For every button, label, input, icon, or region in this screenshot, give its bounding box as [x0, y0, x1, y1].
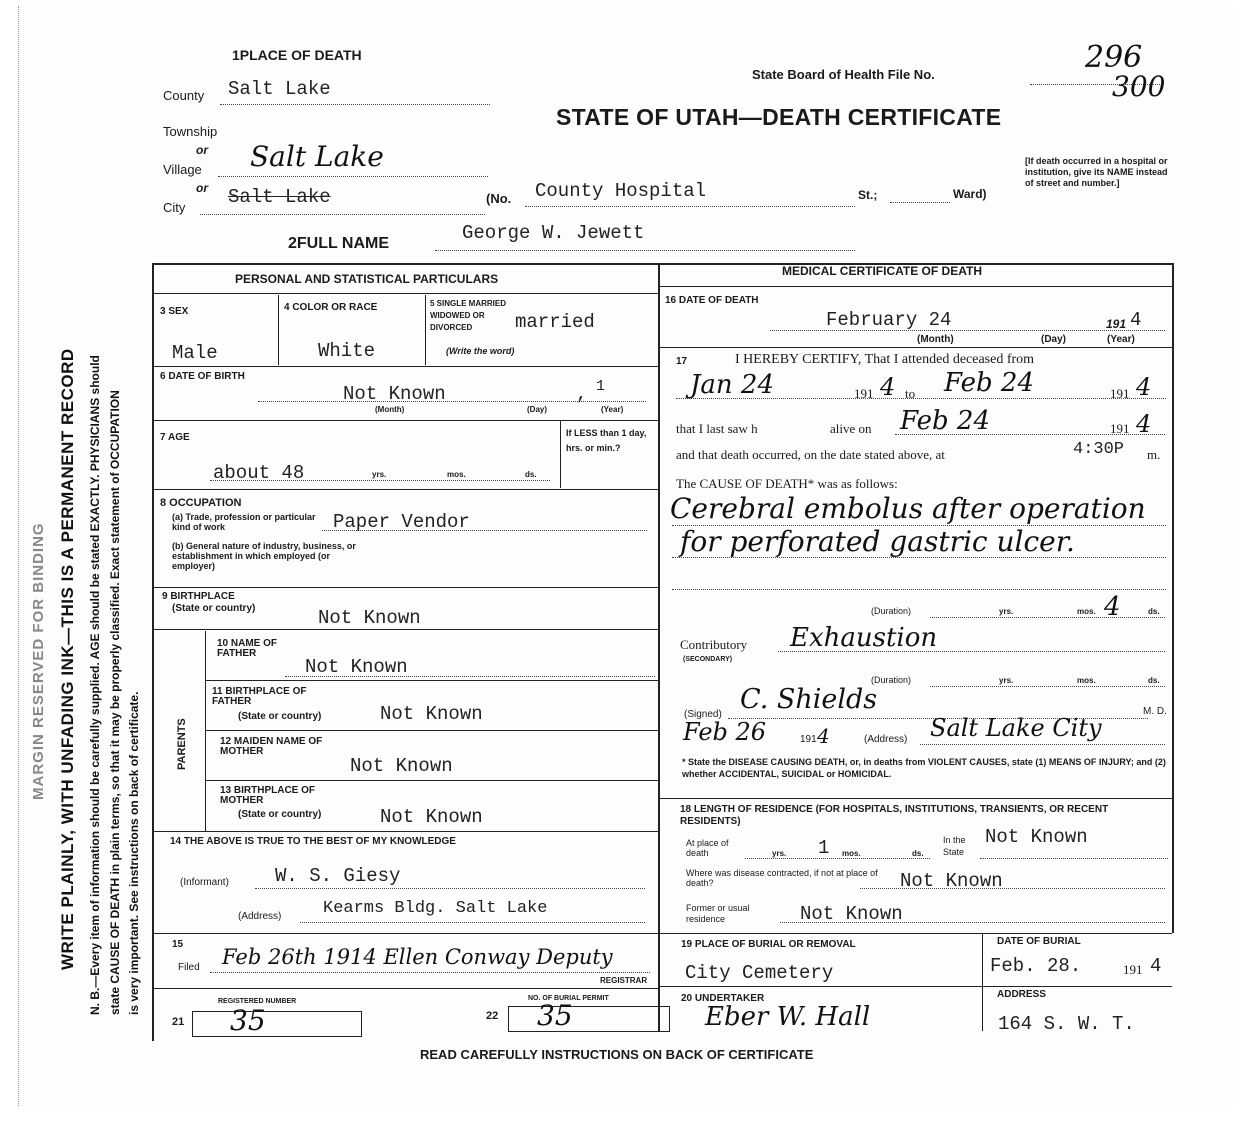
signed-date-value: Feb 26: [683, 718, 767, 746]
color-label: 4 COLOR OR RACE: [284, 302, 378, 313]
dod-day: (Day): [1041, 334, 1067, 345]
filed-label: Filed: [178, 962, 200, 973]
duration-yrs: yrs.: [999, 607, 1014, 616]
sex-label: 3 SEX: [160, 306, 189, 317]
dod-label: 16 DATE OF DEATH: [665, 295, 759, 306]
nb-instructions-1: N. B.—Every item of information should be carefully supplied. AGE should be stated EXACTLY. PHYSICIANS should: [88, 355, 102, 1015]
birthplace-sub: (State or country): [172, 603, 256, 614]
contracted-value: Not Known: [900, 870, 1003, 892]
secondary-label: (SECONDARY): [683, 656, 733, 663]
burial-date-label: DATE OF BURIAL: [997, 936, 1081, 947]
former-residence-value: Not Known: [800, 903, 903, 925]
file-no-value-2: 300: [1112, 70, 1166, 103]
age-value: about 48: [213, 462, 305, 484]
cause-line-1: Cerebral embolus after operation: [670, 492, 1146, 525]
from-year-value: 4: [880, 373, 896, 401]
certify-text: I HEREBY CERTIFY, That I attended deceased from: [735, 352, 1035, 367]
registered-number-box: [192, 1011, 362, 1037]
parents-label: PARENTS: [176, 718, 188, 770]
dod-value: February 24: [826, 309, 952, 331]
age-label: 7 AGE: [160, 432, 190, 443]
father-birthplace-label: 11 BIRTHPLACE OF FATHER: [212, 686, 307, 707]
or-label-2: or: [196, 181, 208, 195]
file-no-label: State Board of Health File No.: [752, 67, 935, 82]
occupation-b-label: (b) General nature of industry, business, or establishment in which employed (or employer): [172, 541, 356, 571]
duration-ds: ds.: [1148, 607, 1160, 616]
burial-date-value: Feb. 28.: [990, 955, 1082, 977]
death-time-value: 4:30P: [1073, 440, 1125, 459]
res-mos: mos.: [842, 849, 861, 858]
cause-footnote: * State the DISEASE CAUSING DEATH, or, in deaths from VIOLENT CAUSES, state (1) MEANS OF INJURY; and (2) whether ACCIDENTAL, SUICIDAL or HOMICIDAL.: [682, 757, 1166, 779]
burial-place-label: 19 PLACE OF BURIAL OR REMOVAL: [681, 939, 856, 950]
sign-yr-prefix: 191: [800, 734, 817, 745]
informant-address-value: Kearms Bldg. Salt Lake: [323, 899, 548, 918]
write-plainly-text: WRITE PLAINLY, WITH UNFADING INK—THIS IS A PERMANENT RECORD: [58, 348, 77, 970]
mother-bp-state-label: (State or country): [238, 809, 322, 820]
birthplace-label: 9 BIRTHPLACE: [162, 591, 235, 602]
occupation-a-label: (a) Trade, profession or particular kind of work: [172, 512, 316, 532]
informant-label: (Informant): [180, 877, 229, 888]
burial-place-value: City Cemetery: [685, 962, 834, 984]
or-label-1: or: [196, 143, 208, 157]
place-of-death-label: 1PLACE OF DEATH: [232, 47, 362, 63]
city-label: City: [163, 200, 186, 215]
marital-value: married: [515, 311, 595, 333]
burial-year-digit: 4: [1150, 955, 1162, 977]
full-name-label: 2FULL NAME: [288, 235, 390, 252]
res-yrs: yrs.: [772, 849, 787, 858]
last-saw-text: that I last saw h: [676, 421, 758, 436]
city-value: Salt Lake: [228, 186, 331, 208]
hospital-note: [If death occurred in a hospital or institution, give its NAME instead of street and number.]: [1025, 156, 1168, 188]
less-than-label: If LESS than 1 day, hrs. or min.?: [566, 428, 647, 453]
death-time-m: m.: [1147, 447, 1161, 462]
burial-permit-value: 35: [537, 999, 573, 1032]
burial-permit-label: NO. OF BURIAL PERMIT: [528, 995, 609, 1002]
duration2-mos: mos.: [1077, 676, 1096, 685]
mother-name-label: 12 MAIDEN NAME OF MOTHER: [220, 736, 323, 757]
informant-value: W. S. Giesy: [275, 865, 401, 887]
undertaker-address-label: ADDRESS: [997, 989, 1046, 1000]
mother-name-value: Not Known: [350, 755, 453, 777]
village-label: Village: [163, 162, 202, 177]
certificate-title: STATE OF UTAH—DEATH CERTIFICATE: [556, 104, 1002, 130]
duration-mos-value: 4: [1104, 592, 1121, 622]
dob-year-mark: 1: [596, 378, 606, 395]
reg-number-index: 21: [172, 1016, 185, 1028]
last-year-value: 4: [1136, 410, 1152, 438]
md-label: M. D.: [1143, 706, 1167, 717]
undertaker-label: 20 UNDERTAKER: [681, 993, 765, 1004]
in-state-label: In the State: [943, 835, 966, 857]
from-yr-prefix: 191: [854, 386, 874, 401]
dob-value: Not Known: [343, 383, 446, 405]
dod-month: (Month): [917, 334, 954, 345]
medical-heading: MEDICAL CERTIFICATE OF DEATH: [782, 264, 982, 278]
contributory-value: Exhaustion: [790, 623, 938, 653]
burial-permit-box: [508, 1006, 670, 1032]
cause-line-2: for perforated gastric ulcer.: [680, 525, 1075, 558]
death-occurred-text: and that death occurred, on the date stated above, at: [676, 447, 945, 462]
dod-year-prefix: 191: [1106, 317, 1127, 331]
alive-on-text: alive on: [830, 421, 872, 436]
age-ds: ds.: [525, 470, 537, 479]
registered-number-label: REGISTERED NUMBER: [218, 998, 297, 1005]
marital-label: 5 SINGLE MARRIED WIDOWED OR DIVORCED: [430, 299, 507, 332]
last-yr-prefix: 191: [1110, 421, 1130, 436]
sign-year-value: 4: [817, 724, 830, 748]
age-mos: mos.: [447, 470, 466, 479]
township-label: Township: [163, 124, 218, 139]
registered-number-value: 35: [230, 1004, 266, 1037]
marital-note: (Write the word): [446, 346, 515, 356]
mother-birthplace-value: Not Known: [380, 806, 483, 828]
margin-reserved-text: MARGIN RESERVED FOR BINDING: [30, 522, 47, 800]
full-name-value: George W. Jewett: [462, 222, 645, 244]
personal-heading: PERSONAL AND STATISTICAL PARTICULARS: [235, 272, 499, 286]
signed-value: C. Shields: [740, 684, 878, 715]
ward-label: Ward): [953, 187, 987, 201]
residence-mos-value: 1: [818, 837, 830, 859]
to-year-value: 4: [1136, 373, 1152, 401]
color-value: White: [318, 340, 376, 362]
burial-year-prefix: 191: [1123, 962, 1143, 977]
nb-instructions-3: is very important. See instructions on back of certificate.: [127, 691, 141, 1015]
dob-year: (Year): [601, 405, 624, 414]
dob-month: (Month): [375, 405, 405, 414]
contracted-label: Where was disease contracted, if not at place of death?: [686, 868, 878, 888]
mother-birthplace-label: 13 BIRTHPLACE OF MOTHER: [220, 785, 316, 806]
age-yrs: yrs.: [372, 470, 387, 479]
occupation-value: Paper Vendor: [333, 511, 470, 533]
to-yr-prefix: 191: [1110, 386, 1130, 401]
last-saw-value: Feb 24: [900, 406, 990, 436]
in-state-value: Not Known: [985, 826, 1088, 848]
residence-label: 18 LENGTH OF RESIDENCE (FOR HOSPITALS, INSTITUTIONS, TRANSIENTS, OR RECENT RESIDENTS): [680, 804, 1109, 827]
county-value: Salt Lake: [228, 78, 331, 100]
cause-label: The CAUSE OF DEATH* was as follows:: [676, 476, 898, 491]
sex-value: Male: [172, 342, 218, 364]
sign-address-label: (Address): [864, 734, 908, 745]
to-label: to: [905, 386, 916, 401]
duration-mos: mos.: [1077, 607, 1096, 616]
father-birthplace-value: Not Known: [380, 703, 483, 725]
true-statement-label: 14 THE ABOVE IS TRUE TO THE BEST OF MY KNOWLEDGE: [170, 836, 456, 847]
father-label: 10 NAME OF FATHER: [217, 638, 278, 659]
informant-address-label: (Address): [238, 911, 282, 922]
attended-from-value: Jan 24: [690, 370, 775, 400]
sign-address-value: Salt Lake City: [930, 714, 1102, 742]
undertaker-address-value: 164 S. W. T.: [998, 1013, 1135, 1035]
undertaker-value: Eber W. Hall: [705, 1002, 871, 1032]
at-place-label: At place of death: [686, 838, 729, 858]
res-ds: ds.: [912, 849, 924, 858]
contributory-label: Contributory: [680, 637, 748, 652]
dob-comma: ,: [576, 383, 588, 405]
street-value: County Hospital: [535, 180, 707, 202]
duration-label-2: (Duration): [871, 675, 912, 685]
attended-to-value: Feb 24: [944, 368, 1034, 398]
birthplace-value: Not Known: [318, 607, 421, 629]
registrar-label: REGISTRAR: [600, 976, 648, 985]
file-no-value: 296: [1085, 40, 1143, 75]
dod-year: (Year): [1107, 334, 1135, 345]
duration2-ds: ds.: [1148, 676, 1160, 685]
street-st-label: St.;: [858, 188, 878, 202]
filed-number: 15: [172, 939, 184, 950]
dod-year-value: 4: [1130, 309, 1142, 331]
burial-permit-index: 22: [486, 1010, 499, 1022]
dob-label: 6 DATE OF BIRTH: [160, 371, 245, 382]
father-bp-state-label: (State or country): [238, 711, 322, 722]
filed-value: Feb 26th 1914 Ellen Conway Deputy: [222, 945, 613, 969]
village-value: Salt Lake: [250, 140, 384, 173]
occupation-label: 8 OCCUPATION: [160, 497, 242, 509]
county-label: County: [163, 88, 205, 103]
footer-instructions: READ CAREFULLY INSTRUCTIONS ON BACK OF CERTIFICATE: [420, 1047, 814, 1062]
duration-label: (Duration): [871, 606, 912, 616]
street-no-label: (No.: [486, 191, 512, 206]
dob-day: (Day): [527, 405, 548, 414]
father-value: Not Known: [305, 656, 408, 678]
former-residence-label: Former or usual residence: [686, 903, 750, 924]
cert-17-label: 17: [676, 356, 688, 367]
signed-label: (Signed): [684, 709, 722, 720]
nb-instructions-2: state CAUSE OF DEATH in plain terms, so that it may be properly classified. Exact statement of OCCUPATION: [108, 390, 122, 1015]
duration2-yrs: yrs.: [999, 676, 1014, 685]
